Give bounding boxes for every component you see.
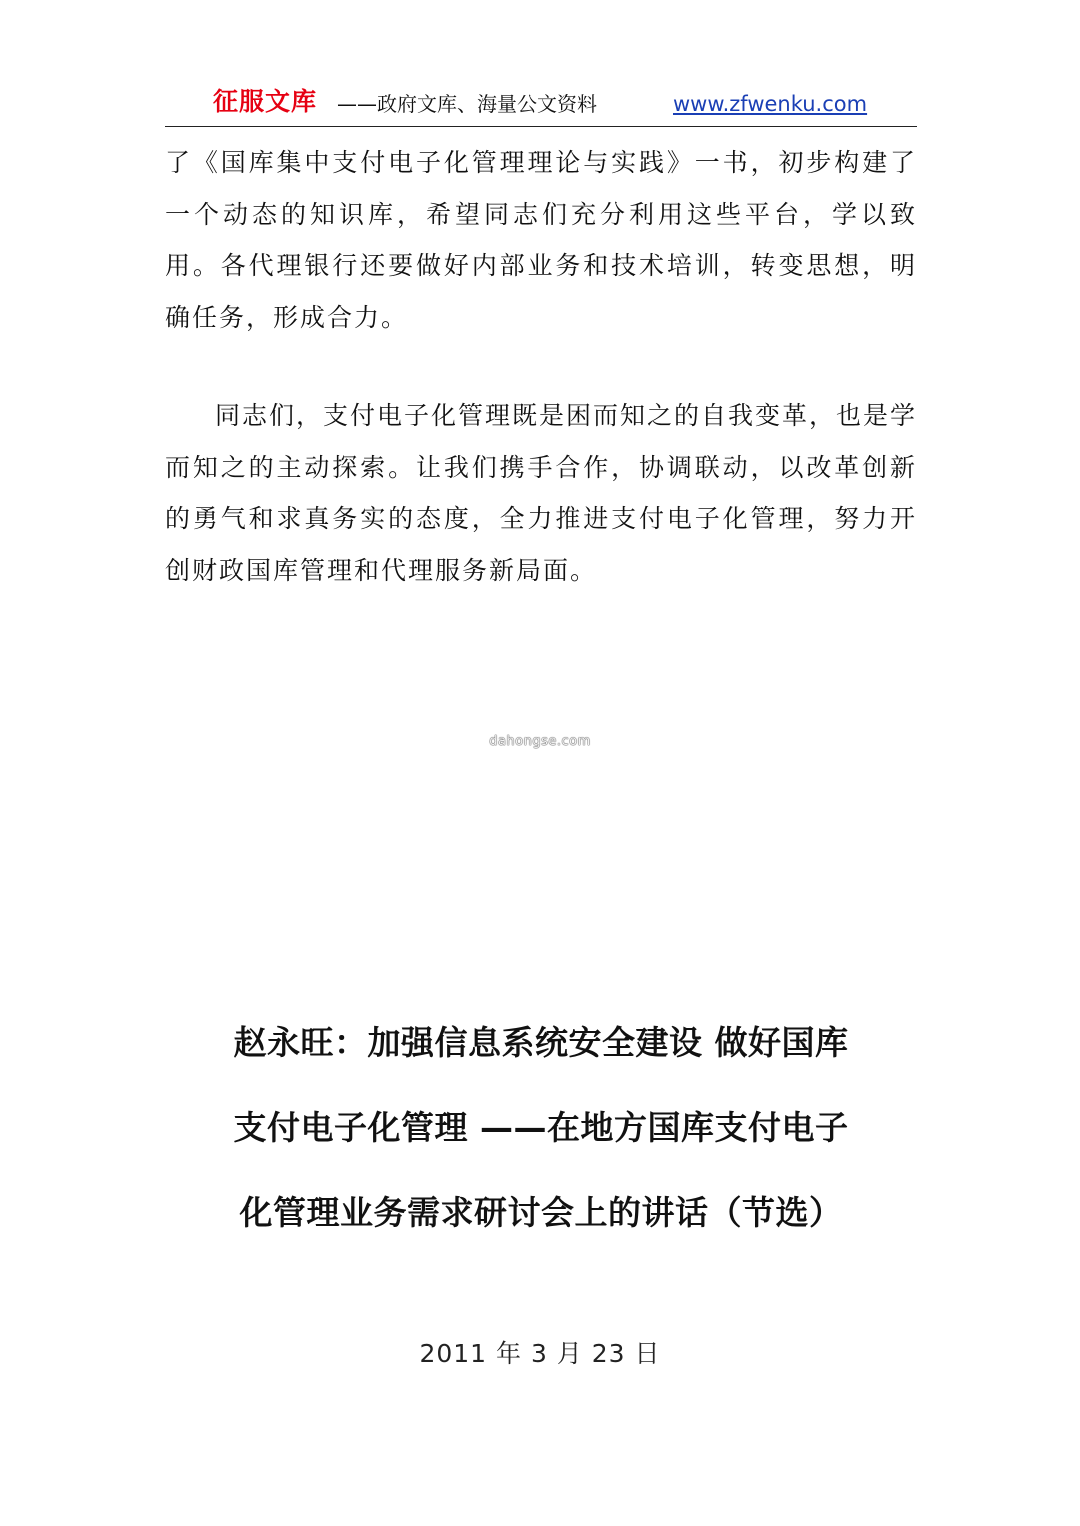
brand-logo: 征服文库 [213,87,318,116]
page-header [165,84,917,127]
watermark: dahongse.com [489,734,591,749]
body-paragraph: 了《国库集中支付电子化管理理论与实践》一书，初步构建了一个动态的知识库，希望同志们充分利用这些平台，学以致用。各代理银行还要做好内部业务和技术培训，转变思想，明确任务，形成合力。 [165,148,917,332]
article-title [165,1000,917,1255]
body-paragraph: 同志们，支付电子化管理既是困而知之的自我变革，也是学而知之的主动探索。让我们携手合作，协调联动，以改革创新的勇气和求真务实的态度，全力推进支付电子化管理，努力开创财政国库管理和代理服务新局面。 [165,401,918,585]
article-title-line: 支付电子化管理 ——在地方国库支付电子 [233,1108,849,1147]
header-tagline: ——政府文库、海量公文资料 [337,92,597,116]
article-date: 2011 年 3 月 23 日 [419,1339,661,1368]
article-title-line: 赵永旺：加强信息系统安全建设 做好国库 [233,1023,849,1062]
article-title-line: 化管理业务需求研讨会上的讲话（节选） [239,1193,843,1232]
site-url-link[interactable]: www.zfwenku.com [673,92,868,116]
